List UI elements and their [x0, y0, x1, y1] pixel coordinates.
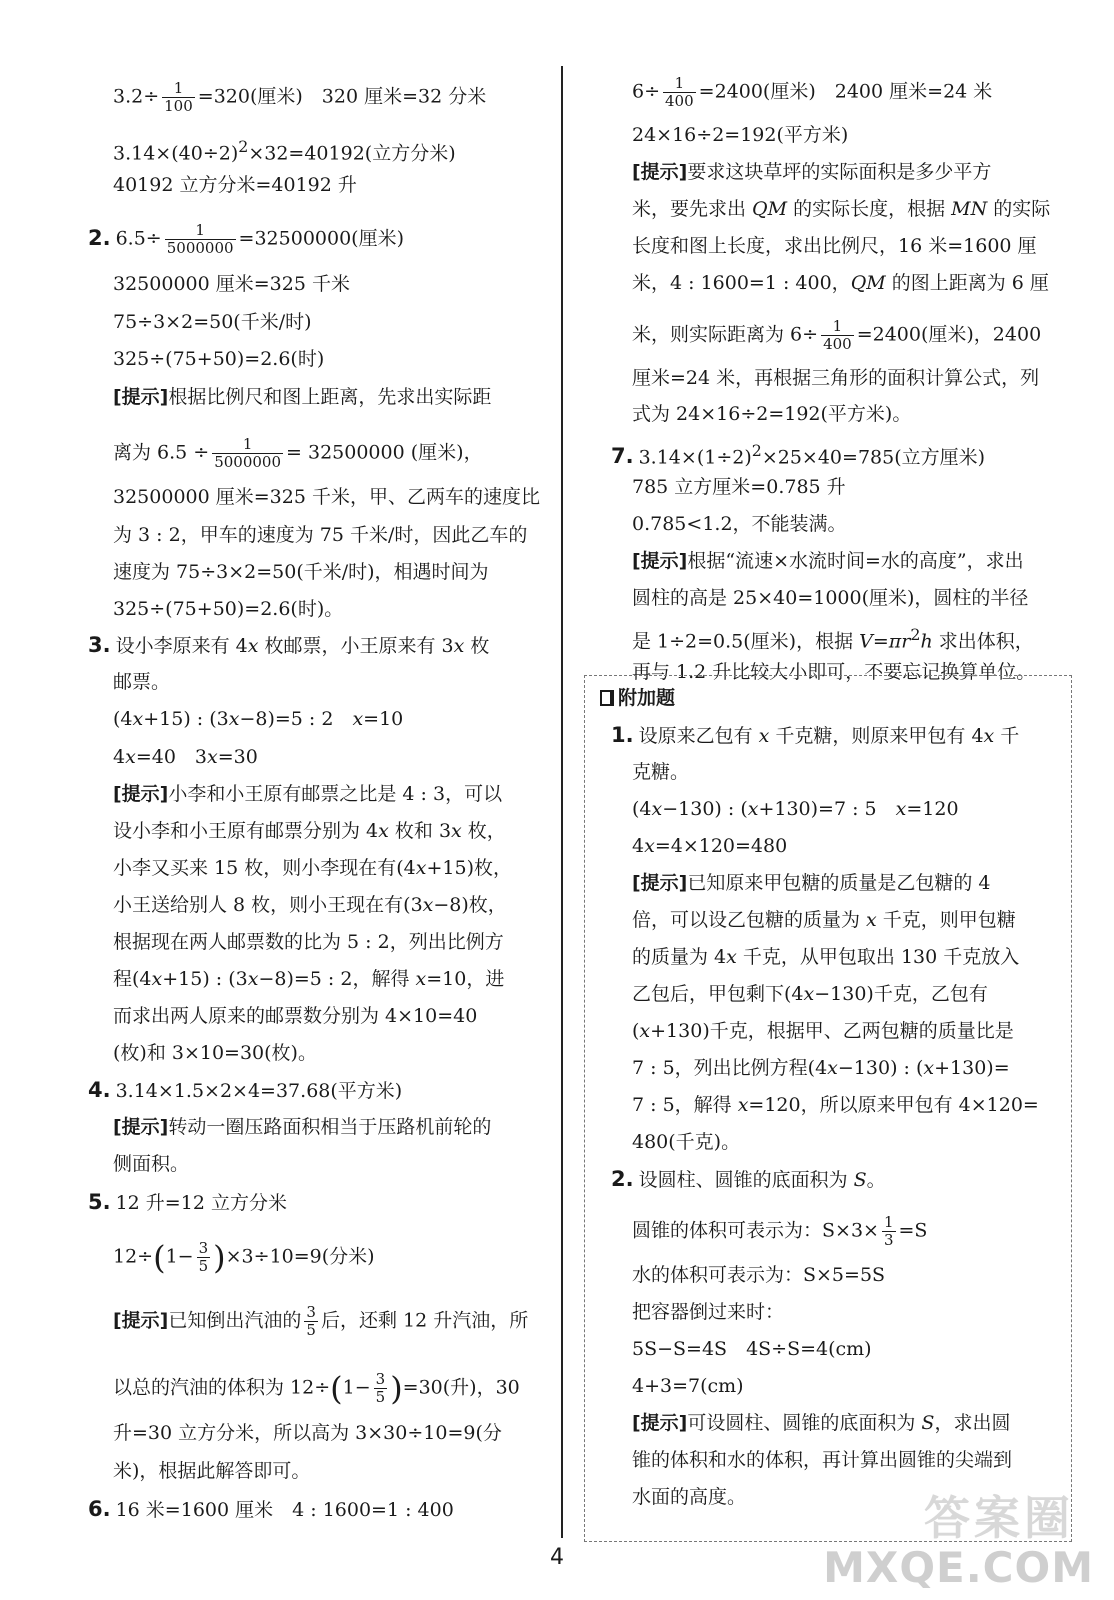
answer-line: 40192 立方分米=40192 升	[113, 174, 357, 196]
fraction: $\frac{1}{5000000}$	[214, 435, 282, 471]
tip-label: [提示]	[632, 161, 688, 183]
answer-line: (4x−130) : (x+130)=7 : 5 x=120	[632, 798, 959, 820]
tip-line: [提示]可设圆柱、圆锥的底面积为 S，求出圆	[632, 1412, 1011, 1434]
answer-line: 6÷ $\frac{1}{400}$ =2400(厘米) 2400 厘米=24 米	[632, 74, 993, 110]
tip-line: 是 1÷2=0.5(厘米)，根据 $V=\pi r^2h$ 求出体积，	[632, 625, 1034, 653]
tip-line: 倍，可以设乙包糖的质量为 x 千克，则甲包糖	[632, 909, 1016, 931]
tip-label: [提示]	[113, 386, 169, 408]
tip-line: 乙包后，甲包剩下(4x−130)千克，乙包有	[632, 983, 988, 1005]
answer-line: (4x+15) : (3x−8)=5 : 2 x=10	[113, 708, 404, 730]
column-divider	[561, 66, 563, 1538]
answer-line: 5S−S=4S 4S÷S=4(cm)	[632, 1338, 872, 1360]
tip-label: [提示]	[113, 783, 169, 805]
tip-line: 米，则实际距离为 6÷ $\frac{1}{400}$ =2400(厘米)，2400	[632, 317, 1042, 353]
page-number: 4	[550, 1545, 564, 1570]
tip-line: 的质量为 4x 千克，从甲包取出 130 千克放入	[632, 946, 1020, 968]
answer-line: 圆锥的体积可表示为：S×3× $\frac{1}{3}$ =S	[632, 1213, 928, 1249]
watermark-logo: 答案圈	[924, 1491, 1074, 1545]
tip-label: [提示]	[113, 1116, 169, 1138]
tip-line: 为 3 : 2，甲车的速度为 75 千米/时，因此乙车的	[113, 524, 528, 546]
answer-line: 75÷3×2=50(千米/时)	[113, 311, 312, 333]
answer-line: 4+3=7(cm)	[632, 1375, 744, 1397]
tip-line: 32500000 厘米=325 千米，甲、乙两车的速度比	[113, 486, 540, 508]
tip-line: (枚)和 3×10=30(枚)。	[113, 1042, 317, 1064]
tip-line: 米，要先求出 QM 的实际长度，根据 MN 的实际	[632, 198, 1051, 220]
question-2: 2. 6.5÷ $\frac{1}{5000000}$ =32500000(厘米)	[88, 221, 404, 257]
fraction: $\frac{1}{400}$	[665, 74, 694, 110]
extra-questions-title: 附加题	[600, 685, 675, 711]
fraction: $\frac{3}{5}$	[375, 1370, 386, 1406]
tip-line: 小李又买来 15 枚，则小李现在有(4x+15)枚，	[113, 857, 512, 879]
answer-line: 12÷(1− $\frac{3}{5}$ )×3÷10=9(分米)	[113, 1238, 375, 1277]
tip-line: 设小李和小王原有邮票分别为 4x 枚和 3x 枚，	[113, 820, 506, 842]
tip-line: 325÷(75+50)=2.6(时)。	[113, 598, 344, 620]
tip-line: [提示]小李和小王原有邮票之比是 4 : 3，可以	[113, 783, 503, 805]
fraction: $\frac{1}{100}$	[164, 79, 193, 115]
tip-line: 厘米=24 米，再根据三角形的面积计算公式，列	[632, 367, 1040, 389]
tip-label: [提示]	[632, 872, 688, 894]
tip-line: [提示]根据比例尺和图上距离，先求出实际距	[113, 386, 492, 408]
answer-line: 785 立方厘米=0.785 升	[632, 476, 846, 498]
tip-label: [提示]	[632, 550, 688, 572]
tip-line: 圆柱的高是 25×40=1000(厘米)，圆柱的半径	[632, 587, 1029, 609]
tip-line: [提示]转动一圈压路面积相当于压路机前轮的	[113, 1116, 492, 1138]
answer-line: 邮票。	[113, 671, 171, 693]
answer-line: 0.785<1.2，不能装满。	[632, 513, 847, 535]
tip-line: 7 : 5，列出比例方程(4x−130) : (x+130)=	[632, 1057, 1010, 1079]
answer-line: 4x=40 3x=30	[113, 746, 258, 768]
book-icon	[600, 690, 614, 706]
question-5: 5. 12 升=12 立方分米	[88, 1190, 287, 1214]
tip-line: 再与 1.2 升比较大小即可，不要忘记换算单位。	[632, 661, 1036, 683]
tip-line: 7 : 5，解得 x=120，所以原来甲包有 4×120=	[632, 1094, 1039, 1116]
question-7: 7. $3.14\times(1\div 2)^2\times 25\times 40=785$(立方厘米)	[611, 441, 986, 469]
answer-line: 把容器倒过来时：	[632, 1301, 785, 1323]
extra-question-2: 2. 设圆柱、圆锥的底面积为 S。	[611, 1167, 886, 1191]
tip-line: 水面的高度。	[632, 1486, 747, 1508]
answer-line: 4x=4×120=480	[632, 835, 788, 857]
tip-line: [提示]要求这块草坪的实际面积是多少平方	[632, 161, 992, 183]
tip-line: [提示]已知原来甲包糖的质量是乙包糖的 4	[632, 872, 991, 894]
tip-line: 480(千克)。	[632, 1131, 741, 1153]
answer-line: 水的体积可表示为：S×5=5S	[632, 1264, 886, 1286]
answer-line: 24×16÷2=192(平方米)	[632, 124, 849, 146]
tip-line: 速度为 75÷3×2=50(千米/时)，相遇时间为	[113, 561, 489, 583]
tip-line: (x+130)千克，根据甲、乙两包糖的质量比是	[632, 1020, 1014, 1042]
tip-line: 根据现在两人邮票数的比为 5 : 2，列出比例方	[113, 931, 504, 953]
fraction: $\frac{1}{3}$	[883, 1213, 894, 1249]
fraction: $\frac{3}{5}$	[306, 1303, 316, 1339]
tip-line: 而求出两人原来的邮票数分别为 4×10=40	[113, 1005, 478, 1027]
answer-line: 325÷(75+50)=2.6(时)	[113, 348, 325, 370]
tip-line: 米)，根据此解答即可。	[113, 1460, 311, 1482]
tip-line: 锥的体积和水的体积，再计算出圆锥的尖端到	[632, 1449, 1013, 1471]
tip-label: [提示]	[632, 1412, 688, 1434]
tip-line: 米，4 : 1600=1 : 400，QM 的图上距离为 6 厘	[632, 272, 1049, 294]
tip-line: [提示]根据“流速×水流时间=水的高度”，求出	[632, 550, 1024, 572]
extra-question-1: 1. 设原来乙包有 x 千克糖，则原来甲包有 4x 千	[611, 723, 1020, 747]
fraction: $\frac{1}{400}$	[823, 317, 852, 353]
answer-line: 32500000 厘米=325 千米	[113, 273, 350, 295]
tip-line: 长度和图上长度，求出比例尺，16 米=1600 厘	[632, 235, 1037, 257]
fraction: $\frac{3}{5}$	[198, 1239, 209, 1275]
tip-line: 程(4x+15) : (3x−8)=5 : 2，解得 x=10，进	[113, 968, 505, 990]
tip-line: 以总的汽油的体积为 12÷(1− $\frac{3}{5}$ )=30(升)，30	[113, 1369, 520, 1408]
tip-line: 侧面积。	[113, 1153, 190, 1175]
tip-line: 离为 6.5 ÷ $\frac{1}{5000000}$ = 32500000 (厘米)，	[113, 435, 483, 471]
tip-line: [提示]已知倒出汽油的 $\frac{3}{5}$ 后，还剩 12 升汽油，所	[113, 1303, 529, 1339]
watermark-url: MXQE.COM	[823, 1543, 1094, 1592]
answer-line: 3.2÷ $\frac{1}{100}$ =320(厘米) 320 厘米=32 分米	[113, 79, 487, 115]
question-3: 3. 设小李原来有 4x 枚邮票，小王原来有 3x 枚	[88, 633, 490, 657]
question-6: 6. 16 米=1600 厘米 4 : 1600=1 : 400	[88, 1497, 454, 1521]
question-4: 4. 3.14×1.5×2×4=37.68(平方米)	[88, 1078, 403, 1102]
tip-line: 升=30 立方分米，所以高为 3×30÷10=9(分	[113, 1422, 502, 1444]
tip-label: [提示]	[113, 1309, 169, 1332]
tip-line: 式为 24×16÷2=192(平方米)。	[632, 403, 912, 425]
fraction: $\frac{1}{5000000}$	[166, 221, 234, 257]
answer-line: 克糖。	[632, 761, 690, 783]
answer-line: $3.14\times(40\div 2)^2\times 32=40192$(立方分米)	[113, 137, 456, 165]
tip-line: 小王送给别人 8 枚，则小王现在有(3x−8)枚，	[113, 894, 507, 916]
